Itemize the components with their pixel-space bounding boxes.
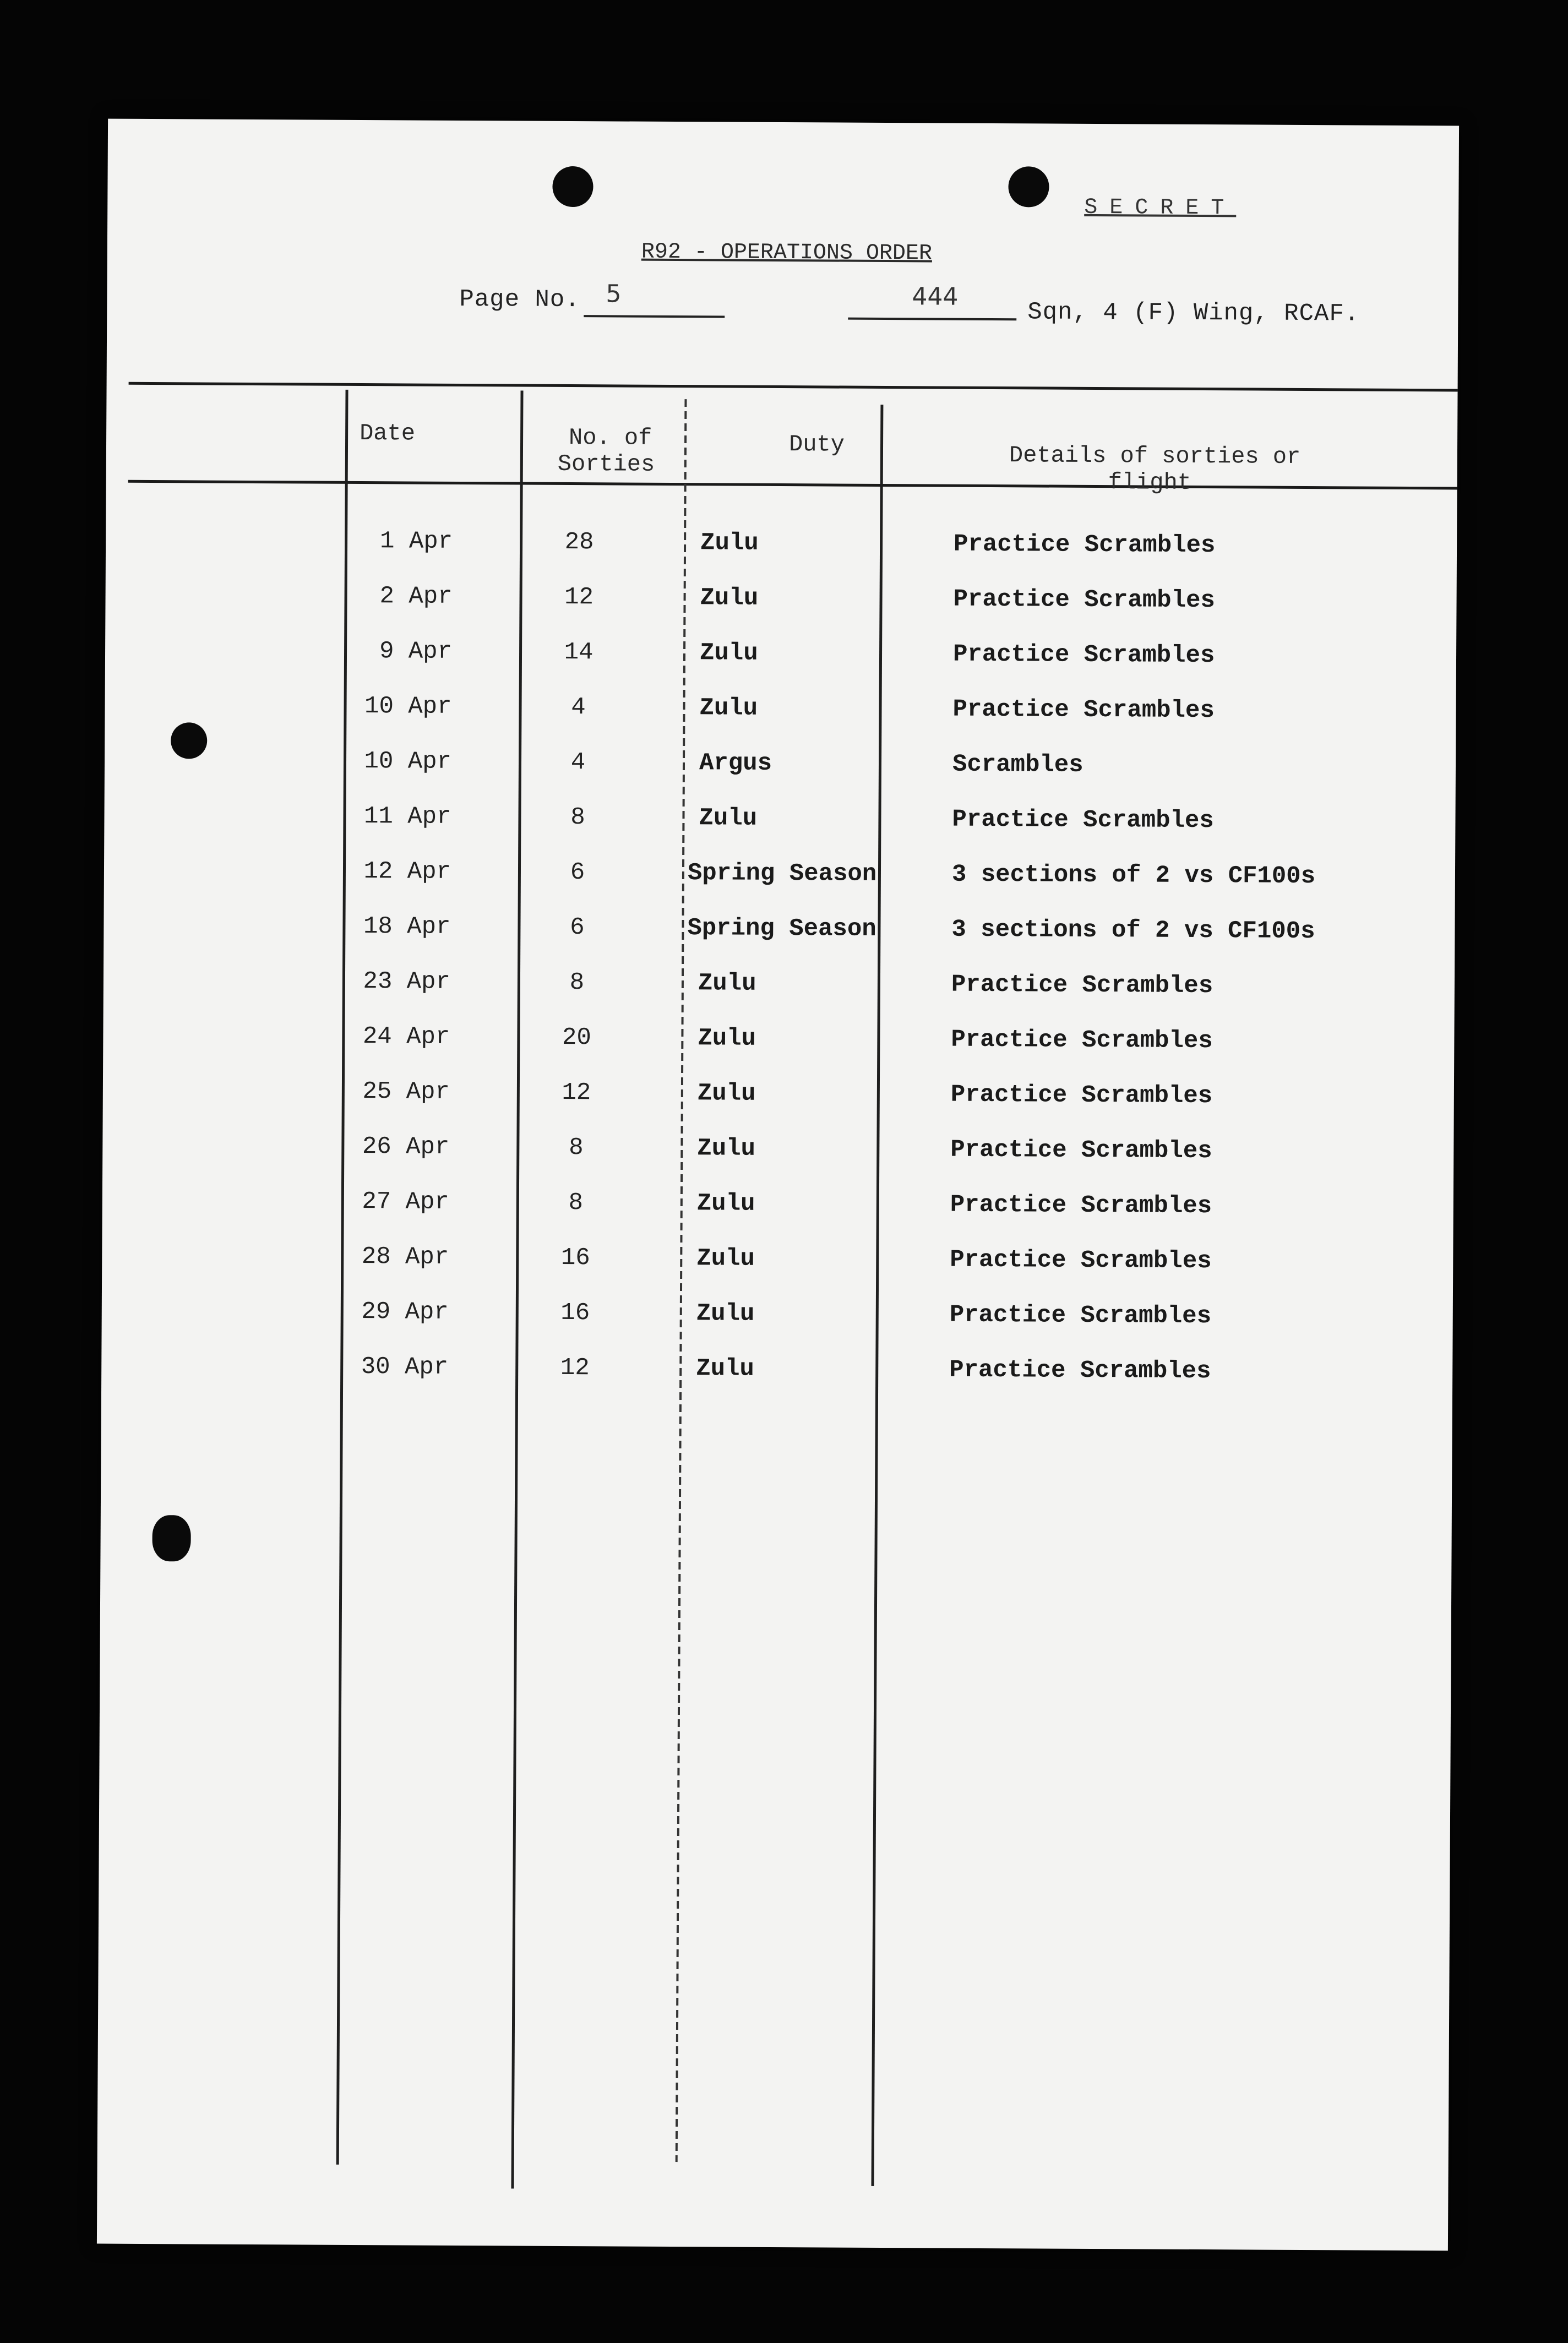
row-sorties: 12 [564, 583, 594, 612]
table-row [105, 691, 1456, 732]
row-details: Practice Scrambles [949, 1301, 1212, 1331]
row-sorties: 14 [564, 638, 594, 667]
row-duty: Argus [699, 749, 772, 777]
row-date: 10 Apr [364, 693, 452, 721]
header-date: Date [360, 420, 416, 447]
squadron-number-underline [848, 318, 1016, 321]
row-date: 12 Apr [363, 858, 451, 886]
row-date: 9 Apr [379, 637, 453, 666]
row-duty: Zulu [696, 1300, 755, 1328]
row-details: Scrambles [952, 750, 1084, 779]
row-duty: Zulu [700, 584, 759, 612]
row-details: 3 sections of 2 vs CF100s [951, 860, 1316, 891]
punch-hole-left-lower [152, 1515, 190, 1561]
row-sorties: 8 [569, 1134, 584, 1162]
row-details: Practice Scrambles [952, 695, 1215, 725]
row-sorties: 6 [570, 914, 585, 942]
row-sorties: 28 [564, 528, 594, 557]
row-date: 1 Apr [379, 527, 453, 555]
table-row [106, 526, 1457, 566]
table-row [102, 1242, 1453, 1282]
document-page [97, 119, 1459, 2251]
row-date: 25 Apr [362, 1078, 450, 1106]
row-duty: Zulu [696, 1245, 755, 1273]
row-date: 26 Apr [362, 1133, 450, 1161]
row-duty: Zulu [698, 969, 756, 998]
row-date: 11 Apr [363, 803, 451, 831]
row-sorties: 12 [562, 1078, 591, 1107]
row-sorties: 6 [570, 859, 585, 887]
table-row [103, 1022, 1454, 1062]
classification-stamp: SECRET [1084, 195, 1237, 221]
row-sorties: 20 [562, 1023, 591, 1052]
row-date: 24 Apr [362, 1023, 450, 1051]
row-date: 27 Apr [362, 1188, 449, 1216]
table-row [102, 1297, 1453, 1337]
page-number-label: Page No. [459, 285, 580, 314]
row-sorties: 4 [571, 694, 586, 722]
table-row [104, 802, 1455, 842]
page-number-underline [584, 315, 725, 318]
row-duty: Zulu [696, 1190, 755, 1218]
table-header-rule [128, 480, 1457, 490]
row-sorties: 8 [568, 1189, 584, 1217]
row-sorties: 16 [560, 1244, 590, 1272]
row-details: Practice Scrambles [952, 640, 1215, 670]
row-details: Practice Scrambles [952, 805, 1214, 835]
squadron-number: 444 [912, 282, 959, 311]
table-top-rule [129, 382, 1458, 392]
row-sorties: 12 [560, 1354, 590, 1382]
table-row [104, 912, 1455, 952]
row-details: Practice Scrambles [953, 585, 1215, 615]
row-duty: Zulu [699, 804, 758, 832]
table-row [101, 1352, 1452, 1392]
row-details: Practice Scrambles [953, 530, 1216, 560]
row-duty: Zulu [700, 529, 759, 557]
punch-hole-top-left [552, 166, 593, 207]
row-date: 29 Apr [361, 1298, 449, 1326]
row-details: Practice Scrambles [951, 1026, 1213, 1055]
row-duty: Zulu [698, 1025, 756, 1053]
row-sorties: 16 [560, 1299, 590, 1327]
row-details: Practice Scrambles [950, 1136, 1212, 1165]
row-details: Practice Scrambles [950, 1081, 1213, 1110]
row-details: 3 sections of 2 vs CF100s [951, 916, 1315, 946]
header-sorties-line1: No. of [568, 424, 652, 451]
row-details: Practice Scrambles [951, 971, 1213, 1000]
row-duty: Zulu [697, 1080, 756, 1108]
header-details-line1: Details of sorties or [1009, 442, 1301, 470]
table-row [102, 1132, 1453, 1172]
table-row [103, 1077, 1454, 1117]
row-details: Practice Scrambles [950, 1191, 1212, 1220]
row-details: Practice Scrambles [950, 1246, 1212, 1276]
header-details-line2: flight [1108, 469, 1192, 496]
row-sorties: 8 [569, 969, 585, 997]
row-date: 18 Apr [363, 913, 451, 941]
row-date: 30 Apr [361, 1353, 449, 1381]
header-duty: Duty [788, 431, 845, 458]
table-row [104, 967, 1455, 1007]
row-duty: Zulu [697, 1135, 756, 1163]
page-title: R92 - OPERATIONS ORDER [641, 239, 933, 266]
row-date: 28 Apr [361, 1243, 449, 1271]
page-number-value: 5 [606, 280, 622, 308]
row-details: Practice Scrambles [949, 1356, 1211, 1386]
header-sorties-line2: Sorties [557, 450, 655, 478]
row-duty: Zulu [696, 1355, 755, 1383]
unit-designation: Sqn, 4 (F) Wing, RCAF. [1027, 298, 1360, 328]
punch-hole-top-right [1008, 166, 1049, 207]
row-date: 23 Apr [363, 968, 451, 996]
row-date: 10 Apr [364, 748, 452, 776]
row-duty: Zulu [699, 639, 758, 667]
table-row [105, 581, 1456, 622]
table-row [105, 747, 1456, 787]
table-row [105, 636, 1456, 677]
row-sorties: 8 [570, 804, 585, 832]
row-duty: Spring Season [687, 859, 877, 888]
row-sorties: 4 [570, 749, 586, 777]
row-date: 2 Apr [379, 582, 453, 611]
table-row [102, 1187, 1453, 1227]
row-duty: Zulu [699, 694, 758, 722]
row-duty: Spring Season [687, 914, 876, 943]
table-row [104, 857, 1455, 897]
